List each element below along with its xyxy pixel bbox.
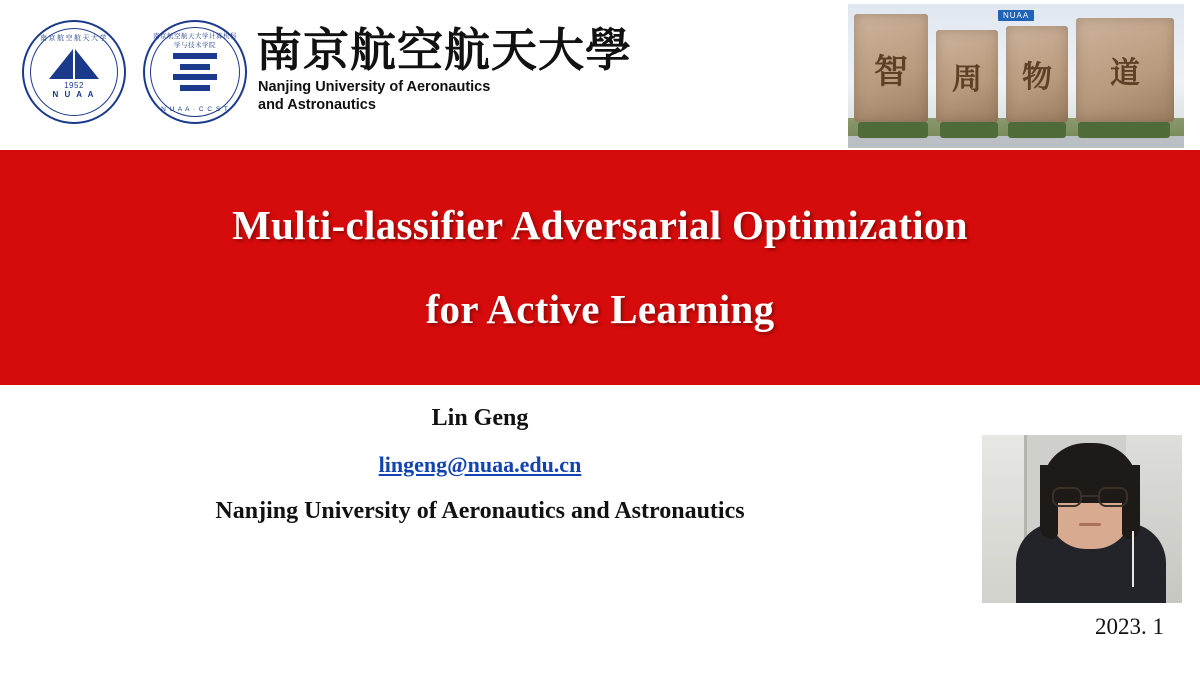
ccst-ring-bottom-text: N U A A · C C S T xyxy=(161,106,229,113)
nuaa-seal-year: 1952 xyxy=(64,81,84,90)
sculpture-stone-3: 物 xyxy=(1006,26,1068,122)
photo-shrub-3 xyxy=(1008,122,1066,138)
photo-shrub-2 xyxy=(940,122,998,138)
author-name: Lin Geng xyxy=(431,405,529,431)
presentation-title-line1: Multi-classifier Adversarial Optimization xyxy=(232,202,968,249)
earphone-cord xyxy=(1132,531,1134,587)
photo-shrub-4 xyxy=(1078,122,1170,138)
sculpture-stone-1: 智 xyxy=(854,14,928,122)
sculpture-stone-2: 周 xyxy=(936,30,998,122)
university-name-english-line1: Nanjing University of Aeronautics xyxy=(258,79,491,95)
nuaa-seal-abbr: N U A A xyxy=(52,90,96,99)
photo-shrub-1 xyxy=(858,122,928,138)
author-affiliation: Nanjing University of Aeronautics and Astronautics xyxy=(215,498,745,524)
title-banner xyxy=(0,150,1200,385)
author-block xyxy=(0,405,960,525)
university-name-chinese: 南京航空航天大學 xyxy=(256,23,632,77)
glasses-lens-left xyxy=(1052,487,1082,507)
glasses-lens-right xyxy=(1098,487,1128,507)
nuaa-ccst-logo xyxy=(143,20,247,124)
presentation-date: 2023. 1 xyxy=(1095,614,1164,639)
ccst-ring-top-text: 南京航空航天大学计算机科学与技术学院 xyxy=(153,33,237,49)
book-stack-icon xyxy=(173,53,217,91)
university-name-english xyxy=(258,78,490,114)
glasses-icon xyxy=(1052,487,1128,507)
wings-icon xyxy=(47,45,101,79)
nuaa-seal-logo xyxy=(22,20,126,124)
presenter-webcam-feed[interactable] xyxy=(982,435,1182,603)
presenter-mouth xyxy=(1079,523,1101,526)
nuaa-seal-arc-text: 南京航空航天大学 xyxy=(40,34,108,42)
glasses-bridge xyxy=(1082,495,1098,497)
nuaa-plaque-label: NUAA xyxy=(998,10,1034,21)
author-email-link[interactable]: lingeng@nuaa.edu.cn xyxy=(378,452,582,477)
sculpture-stone-4: 道 xyxy=(1076,18,1174,122)
slide-header xyxy=(0,0,1200,150)
campus-sculpture-photo xyxy=(848,4,1184,148)
presentation-title-line2: for Active Learning xyxy=(425,285,775,332)
university-name-english-line2: and Astronautics xyxy=(258,97,376,113)
